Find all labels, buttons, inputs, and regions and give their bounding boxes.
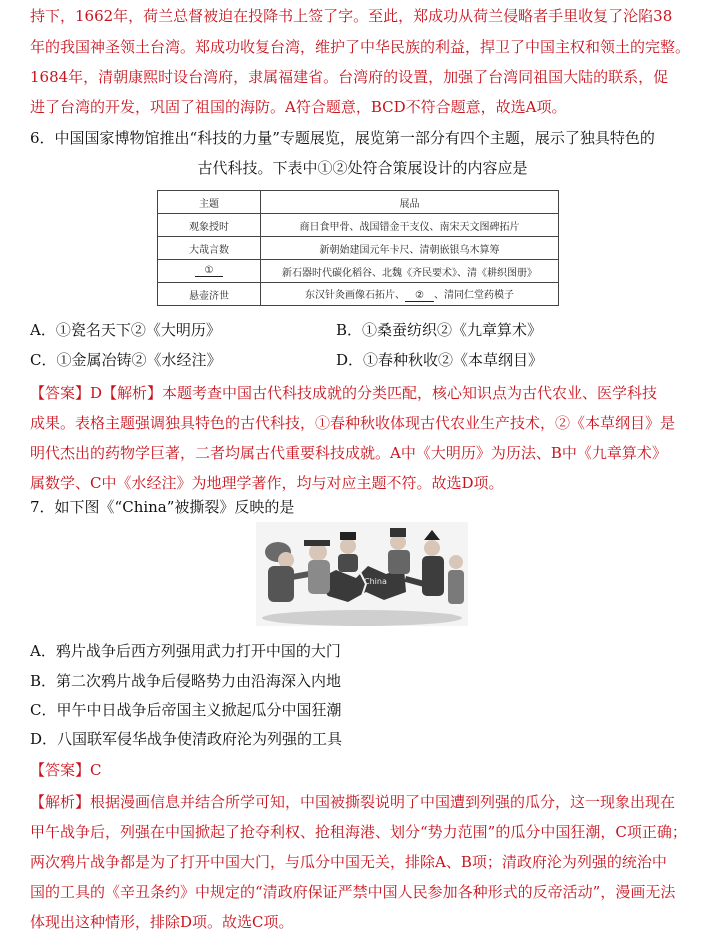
q6-option-d: D．①春种秋收②《本草纲目》	[336, 351, 544, 369]
q6-option-c: C．①金属冶铸②《水经注》	[30, 351, 222, 369]
table-cell-topic: 观象授时	[158, 214, 261, 237]
q7-analysis-line-2: 甲午战争后，列强在中国掀起了抢夺利权、抢租海港、划分“势力范围”的瓜分中国狂潮，C项正确；	[30, 823, 687, 841]
intro-line-1: 持下，1662年，荷兰总督被迫在投降书上签了字。至此，郑成功从荷兰侵略者手里收复了沦陷38	[30, 7, 673, 25]
intro-line-4: 进了台湾的开发，巩固了祖国的海防。A符合题意，BCD不符合题意，故选A项。	[30, 98, 567, 116]
table-row	[158, 260, 559, 283]
q7-option-a: A．鸦片战争后西方列强用武力打开中国的大门	[30, 642, 341, 660]
table-row	[158, 214, 559, 237]
table-header-exhibit: 展品	[261, 191, 559, 214]
q6-answer-line-2: 成果。表格主题强调独具特色的古代科技，①春种秋收体现古代农业生产技术，②《本草纲目》是	[30, 414, 676, 432]
table-cell-exhibit	[261, 283, 559, 306]
q7-analysis-line-1: 【解析】根据漫画信息并结合所学可知，中国被撕裂说明了中国遭到列强的瓜分，这一现象出现在	[30, 793, 676, 811]
q7-option-c: C．甲午中日战争后帝国主义掀起瓜分中国狂潮	[30, 701, 342, 719]
q7-option-d: D．八国联军侵华战争使清政府沦为列强的工具	[30, 730, 343, 748]
exhibit-text-after: 、清同仁堂药模子	[433, 290, 514, 301]
table-cell-topic: 大哉言数	[158, 237, 261, 260]
table-header-row	[158, 191, 559, 214]
table-cell-topic-blank	[158, 260, 261, 283]
blank-2: ②	[405, 290, 434, 302]
table-row	[158, 283, 559, 306]
cartoon-china-label: China	[364, 577, 387, 586]
table-cell-topic: 悬壶济世	[158, 283, 261, 306]
china-torn-cartoon	[256, 522, 468, 626]
q6-stem-line-1: 6．中国国家博物馆推出“科技的力量”专题展览，展览第一部分有四个主题，展示了独具特色的	[30, 129, 655, 147]
table-cell-exhibit: 商日食甲骨、战国错金干支仪、南宋天文图碑拓片	[261, 214, 559, 237]
q6-answer-line-4: 属数学、C中《水经注》为地理学著作，均与对应主题不符。故选D项。	[30, 474, 504, 492]
q7-analysis-line-5: 体现出这种情形，排除D项。故选C项。	[30, 913, 294, 931]
intro-line-3: 1684年，清朝康熙时设台湾府，隶属福建省。台湾府的设置，加强了台湾同祖国大陆的联系，促	[30, 68, 669, 86]
q6-stem-line-2: 古代科技。下表中①②处符合策展设计的内容应是	[197, 159, 528, 177]
q7-option-b: B．第二次鸦片战争后侵略势力由沿海深入内地	[30, 672, 342, 690]
q6-answer-line-1: 【答案】D【解析】本题考查中国古代科技成就的分类匹配，核心知识点为古代农业、医学科技	[30, 384, 658, 402]
blank-1: ①	[195, 265, 224, 277]
table-cell-exhibit: 新朝始建国元年卡尺、清朝嵌银乌木算筹	[261, 237, 559, 260]
intro-line-2: 年的我国神圣领土台湾。郑成功收复台湾，维护了中华民族的利益，捍卫了中国主权和领土的完整。	[30, 38, 691, 56]
table-header-topic: 主题	[158, 191, 261, 214]
q6-option-b: B．①桑蚕纺织②《九章算术》	[336, 321, 543, 339]
q7-analysis-line-4: 国的工具的《辛丑条约》中规定的“清政府保证严禁中国人民参加各种形式的反帝活动”，漫画无法	[30, 883, 676, 901]
q7-answer: 【答案】C	[30, 761, 102, 779]
table-row	[158, 237, 559, 260]
exhibit-table	[157, 190, 559, 306]
q7-analysis-line-3: 两次鸦片战争都是为了打开中国大门，与瓜分中国无关，排除A、B项；清政府沦为列强的统治中	[30, 853, 667, 871]
table-cell-exhibit: 新石器时代碳化稻谷、北魏《齐民要术》、清《耕织图册》	[261, 260, 559, 283]
q6-answer-line-3: 明代杰出的药物学巨著，二者均属古代重要科技成就。A中《大明历》为历法、B中《九章算术》	[30, 444, 667, 462]
q6-option-a: A．①瓷名天下②《大明历》	[30, 321, 221, 339]
q7-stem: 7．如下图《“China”被撕裂》反映的是	[30, 498, 295, 516]
exhibit-text-before: 东汉针灸画像石拓片、	[305, 290, 406, 301]
